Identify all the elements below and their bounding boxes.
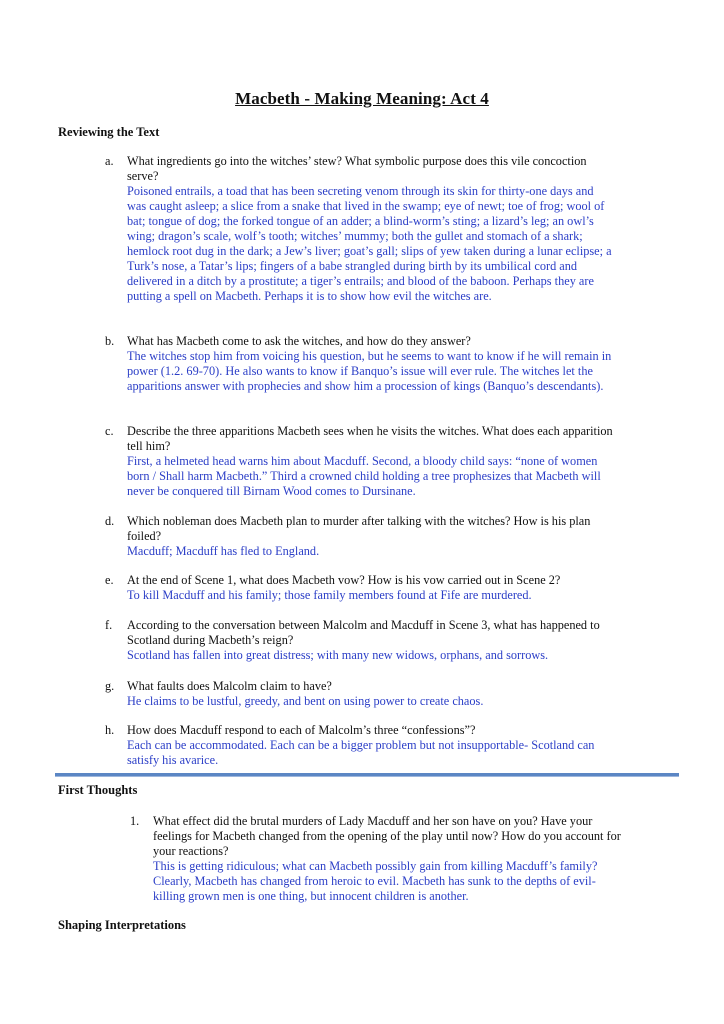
question-item-c — [105, 424, 615, 499]
answer-text: The witches stop him from voicing his question, but he seems to want to know if he will remain in power (1.2. 69-70). He also wants to know if Banquo’s issue will ever rule. The witches let the apparitions answer with prophecies and show him a procession of kings (Banquo’s descendants). — [127, 349, 612, 393]
question-text: What faults does Malcolm claim to have? — [127, 679, 332, 693]
answer-text: Macduff; Macduff has fled to England. — [127, 544, 320, 558]
section-divider — [55, 773, 679, 777]
question-text: At the end of Scene 1, what does Macbeth vow? How is his vow carried out in Scene 2? — [127, 573, 561, 587]
item-marker: g. — [105, 679, 115, 693]
answer-text: First, a helmeted head warns him about Macduff. Second, a bloody child says: “none of women born / Shall harm Macbeth.” Third a crowned child holding a tree prophesizes that Macbeth will never be conquered till Birnam Wood comes to Dursinane. — [127, 454, 601, 498]
section-heading-reviewing: Reviewing the Text — [58, 125, 160, 139]
item-marker: e. — [105, 573, 114, 587]
question-text: What has Macbeth come to ask the witches, and how do they answer? — [127, 334, 471, 348]
question-item-b — [105, 334, 615, 394]
question-text: How does Macduff respond to each of Malcolm’s three “confessions”? — [127, 723, 476, 737]
item-marker: f. — [105, 618, 113, 632]
question-item-h — [105, 723, 615, 768]
item-marker: 1. — [130, 814, 140, 828]
question-item-a — [105, 154, 615, 304]
item-marker: h. — [105, 723, 115, 737]
question-item-e — [105, 573, 615, 603]
first-thoughts-item-1 — [105, 814, 627, 904]
answer-text: Poisoned entrails, a toad that has been secreting venom through its skin for thirty-one days and was caught asleep; a slice from a snake that lived in the swamp; eye of newt; toe of frog; wool of bat; tongue of dog; the forked tongue of an adder; a blind-worm’s sting; a lizard’s leg; an owl’s wing; dragon’s scale, wolf’s tooth; witches’ mummy; both the gullet and stomach of a shark; hemlock root dug in the dark; a Jew’s liver; goat’s gall; slips of yew taken during a lunar eclipse; a Turk’s nose, a Tatar’s lips; fingers of a babe strangled during birth by its umbilical cord and delivered in a ditch by a prostitute; a tiger’s entrails; and blood of the baboon. Perhaps they are putting a spell on Macbeth. Perhaps it is to show how evil the witches are. — [127, 184, 612, 303]
answer-text: To kill Macduff and his family; those family members found at Fife are murdered. — [127, 588, 532, 602]
question-item-f — [105, 618, 615, 663]
item-marker: c. — [105, 424, 114, 438]
question-item-g — [105, 679, 615, 709]
section-heading-first-thoughts: First Thoughts — [58, 783, 138, 797]
section-heading-shaping: Shaping Interpretations — [58, 918, 186, 932]
item-marker: a. — [105, 154, 114, 168]
answer-text: Each can be accommodated. Each can be a bigger problem but not insupportable- Scotland can satisfy his avarice. — [127, 738, 595, 767]
question-text: Describe the three apparitions Macbeth sees when he visits the witches. What does each apparition tell him? — [127, 424, 613, 453]
answer-text: This is getting ridiculous; what can Macbeth possibly gain from killing Macduff’s family? Clearly, Macbeth has changed from heroic to evil. Macbeth has sunk to the depths of evil- killing grown men is one thing, but innocent children is another. — [153, 859, 598, 903]
question-text: What effect did the brutal murders of Lady Macduff and her son have on you? Have your feelings for Macbeth changed from the opening of the play until now? How do you account for your reactions? — [153, 814, 621, 858]
answer-text: Scotland has fallen into great distress; with many new widows, orphans, and sorrows. — [127, 648, 549, 662]
question-item-d — [105, 514, 615, 559]
page-title: Macbeth - Making Meaning: Act 4 — [235, 89, 489, 108]
question-text: According to the conversation between Malcolm and Macduff in Scene 3, what has happened to Scotland during Macbeth’s reign? — [127, 618, 600, 647]
answer-text: He claims to be lustful, greedy, and bent on using power to create chaos. — [127, 694, 484, 708]
item-marker: b. — [105, 334, 115, 348]
question-text: Which nobleman does Macbeth plan to murder after talking with the witches? How is his plan foiled? — [127, 514, 591, 543]
question-text: What ingredients go into the witches’ stew? What symbolic purpose does this vile concoction serve? — [127, 154, 587, 183]
item-marker: d. — [105, 514, 115, 528]
